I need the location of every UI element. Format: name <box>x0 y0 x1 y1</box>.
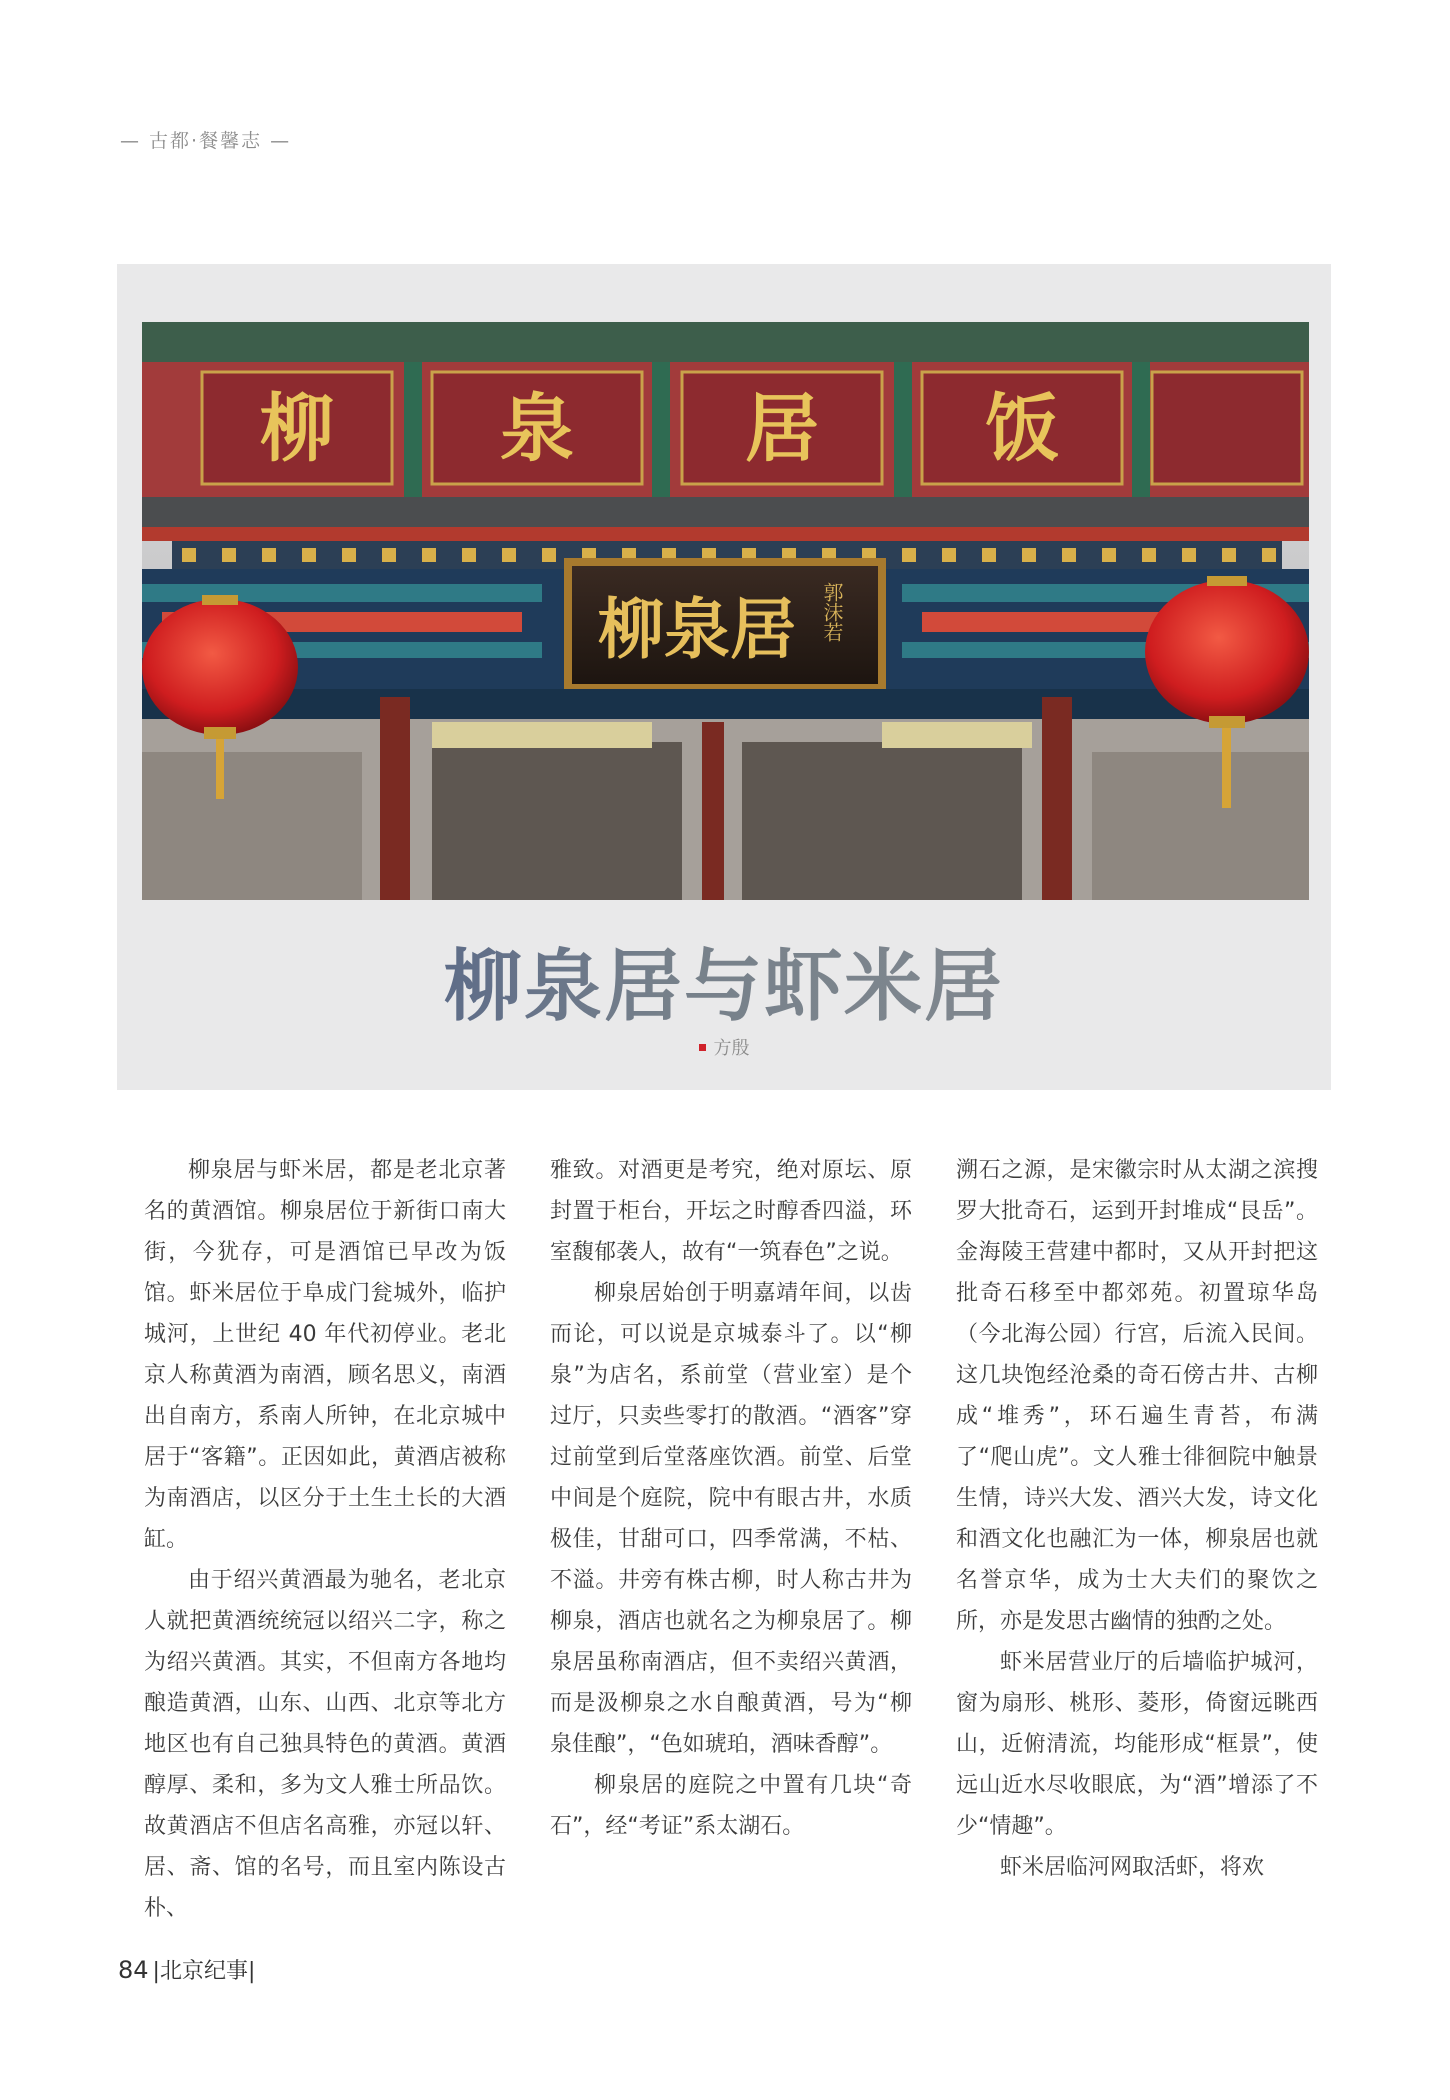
byline-marker-icon <box>699 1044 706 1051</box>
publication-name: |北京纪事| <box>152 1959 256 1984</box>
signboard-char-3: 居 <box>745 386 819 472</box>
article-title: 柳泉居与虾米居 <box>117 924 1331 1036</box>
paragraph: 溯石之源，是宋徽宗时从太湖之滨搜罗大批奇石，运到开封堆成“艮岳”。金海陵王营建中都时，又从开封把这批奇石移至中都郊苑。初置琼华岛（今北海公园）行宫，后流入民间。这几块饱经沧桑的奇石傍古井、古柳成“堆秀”，环石遍生青苔，布满了“爬山虎”。文人雅士徘徊院中触景生情，诗兴大发、酒兴大发，诗文化和酒文化也融汇为一体，柳泉居也就名誉京华，成为士大夫们的聚饮之所，亦是发思古幽情的独酌之处。 <box>956 1158 1318 1634</box>
restaurant-facade-photo <box>142 322 1309 900</box>
paragraph: 柳泉居始创于明嘉靖年间，以齿而论，可以说是京城泰斗了。以“柳泉”为店名，系前堂（营业室）是个过厅，只卖些零打的散酒。“酒客”穿过前堂到后堂落座饮酒。前堂、后堂中间是个庭院，院中有眼古井，水质极佳，甘甜可口，四季常满，不枯、不溢。井旁有株古柳，时人称古井为柳泉，酒店也就名之为柳泉居了。柳泉居虽称南酒店，但不卖绍兴黄酒，而是汲柳泉之水自酿黄酒，号为“柳泉佳酿”，“色如琥珀，酒味香醇”。 <box>550 1281 912 1757</box>
author-name: 方殷 <box>713 1038 750 1059</box>
facade-illustration <box>142 322 1309 900</box>
signboard-char-1: 柳 <box>260 386 334 472</box>
text-column-2 <box>550 1150 912 1847</box>
paragraph: 柳泉居的庭院之中置有几块“奇石”，经“考证”系太湖石。 <box>550 1773 912 1839</box>
section-tag: — 古都·餐馨志 — <box>120 130 292 152</box>
paragraph: 虾米居临河网取活虾，将欢 <box>1000 1855 1265 1880</box>
signboard-char-2: 泉 <box>500 386 574 472</box>
text-column-1 <box>144 1150 506 1929</box>
paragraph: 雅致。对酒更是考究，绝对原坛、原封置于柜台，开坛之时醇香四溢，环室馥郁袭人，故有“一筑春色”之说。 <box>550 1158 912 1265</box>
hero-panel <box>117 264 1331 1090</box>
paragraph: 由于绍兴黄酒最为驰名，老北京人就把黄酒统统冠以绍兴二字，称之为绍兴黄酒。其实，不但南方各地均酿造黄酒，山东、山西、北京等北方地区也有自己独具特色的黄酒。黄酒醇厚、柔和，多为文人雅士所品饮。故黄酒店不但店名高雅，亦冠以轩、居、斋、馆的名号，而且室内陈设古朴、 <box>144 1568 506 1921</box>
byline <box>117 1034 1331 1060</box>
page-number: 84 <box>118 1956 149 1984</box>
text-column-3 <box>956 1150 1318 1888</box>
paragraph: 柳泉居与虾米居，都是老北京著名的黄酒馆。柳泉居位于新街口南大街，今犹存，可是酒馆已早改为饭馆。虾米居位于阜成门瓮城外，临护城河，上世纪 40 年代初停业。老北京人称黄酒为南酒，顾名思义，南酒出自南方，系南人所钟，在北京城中居于“客籍”。正因如此，黄酒店被称为南酒店，以区分于土生土长的大酒缸。 <box>144 1158 506 1552</box>
paragraph: 虾米居营业厅的后墙临护城河，窗为扇形、桃形、菱形，倚窗远眺西山，近俯清流，均能形成“框景”，使远山近水尽收眼底，为“酒”增添了不少“情趣”。 <box>956 1650 1318 1839</box>
signboard-char-4: 饭 <box>985 386 1059 472</box>
page-footer <box>118 1954 255 1985</box>
plaque-side-text: 郭沫若 <box>820 582 844 642</box>
plaque-text: 柳泉居 <box>598 590 796 668</box>
